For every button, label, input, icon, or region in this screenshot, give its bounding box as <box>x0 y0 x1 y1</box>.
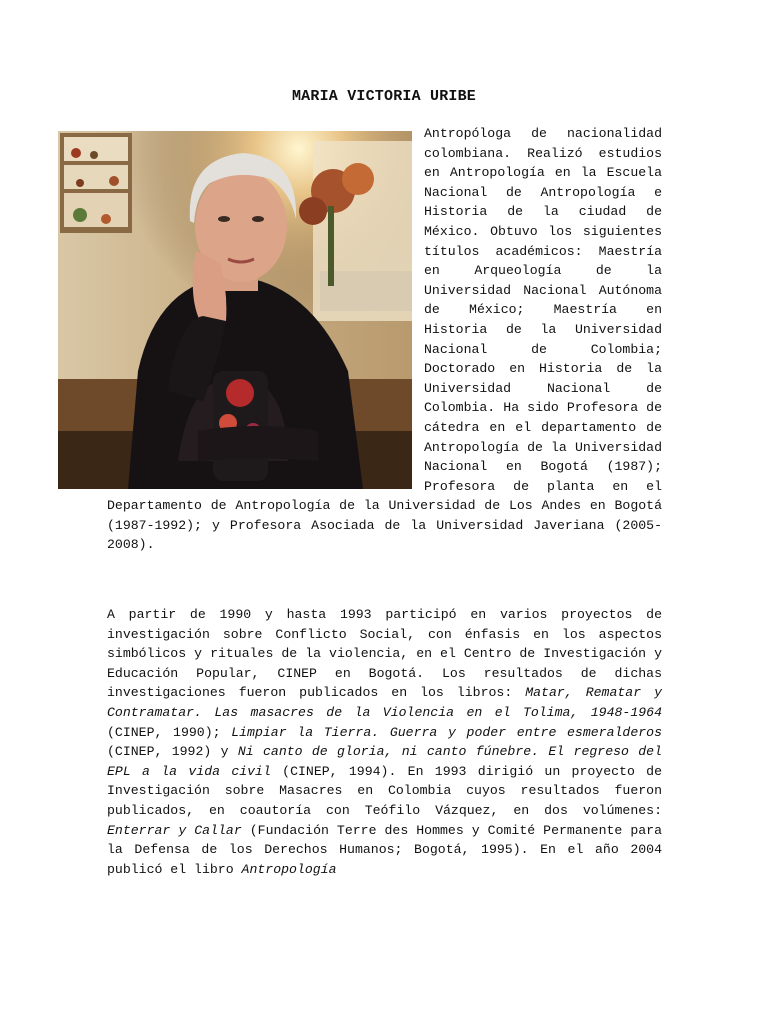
text-run: A partir de 1990 y hasta 1993 participó en varios proyectos de investigación sobre Conflicto Social, con énfasis en los aspectos simbólicos y rituales de la violencia, en el Centro de Investigación y Educación Popular, CINEP en Bogotá. Los resultados de dichas investigaciones fueron publicados en los libros: <box>107 607 662 701</box>
text-run: (CINEP, 1992) y <box>107 744 238 760</box>
biography-paragraph-2 <box>107 605 662 879</box>
book-title: Ni canto de gloria, ni canto fúnebre. El regreso del EPL a la vida civil <box>107 744 662 779</box>
text-run: (CINEP, 1990); <box>107 724 232 740</box>
book-title: Antropología <box>241 861 337 877</box>
biography-paragraph-1: Antropóloga de nacionalidad colombiana. Realizó estudios en Antropología en la Escuela Nacional de Antropología e Historia de la ciudad de México. Obtuvo los siguientes títulos académicos: Maestría en Arqueología de la Universidad Nacional Autónoma de México; Maestría en Historia de la Universidad Nacional de Colombia; Doctorado en Historia de la Universidad Nacional de Colombia. Ha sido Profesora de cátedra en el departamento de Antropología de la Universidad Nacional en Bogotá (1987); Profesora de planta en el Departamento de Antropología de la Universidad de Los Andes en Bogotá (1987-1992); y Profesora Asociada de la Universidad Javeriana (2005-2008). <box>107 126 662 553</box>
book-title: Limpiar la Tierra. Guerra y poder entre esmeralderos <box>231 724 662 740</box>
book-title: Enterrar y Callar <box>107 822 242 838</box>
text-run: (CINEP, 1994). En 1993 dirigió un proyecto de Investigación sobre Masacres en Colombia cuyos resultados fueron publicados, en coautoría con Teófilo Vázquez, en dos volúmenes: <box>107 763 662 818</box>
text-run: (Fundación Terre des Hommes y Comité Permanente para la Defensa de los Derechos Humanos; Bogotá, 1995). En el año 2004 publicó el libro <box>107 822 662 877</box>
page-title: MARIA VICTORIA URIBE <box>291 88 477 105</box>
book-title: Matar, Rematar y Contramatar. Las masacres de la Violencia en el Tolima, 1948-1964 <box>107 685 663 720</box>
